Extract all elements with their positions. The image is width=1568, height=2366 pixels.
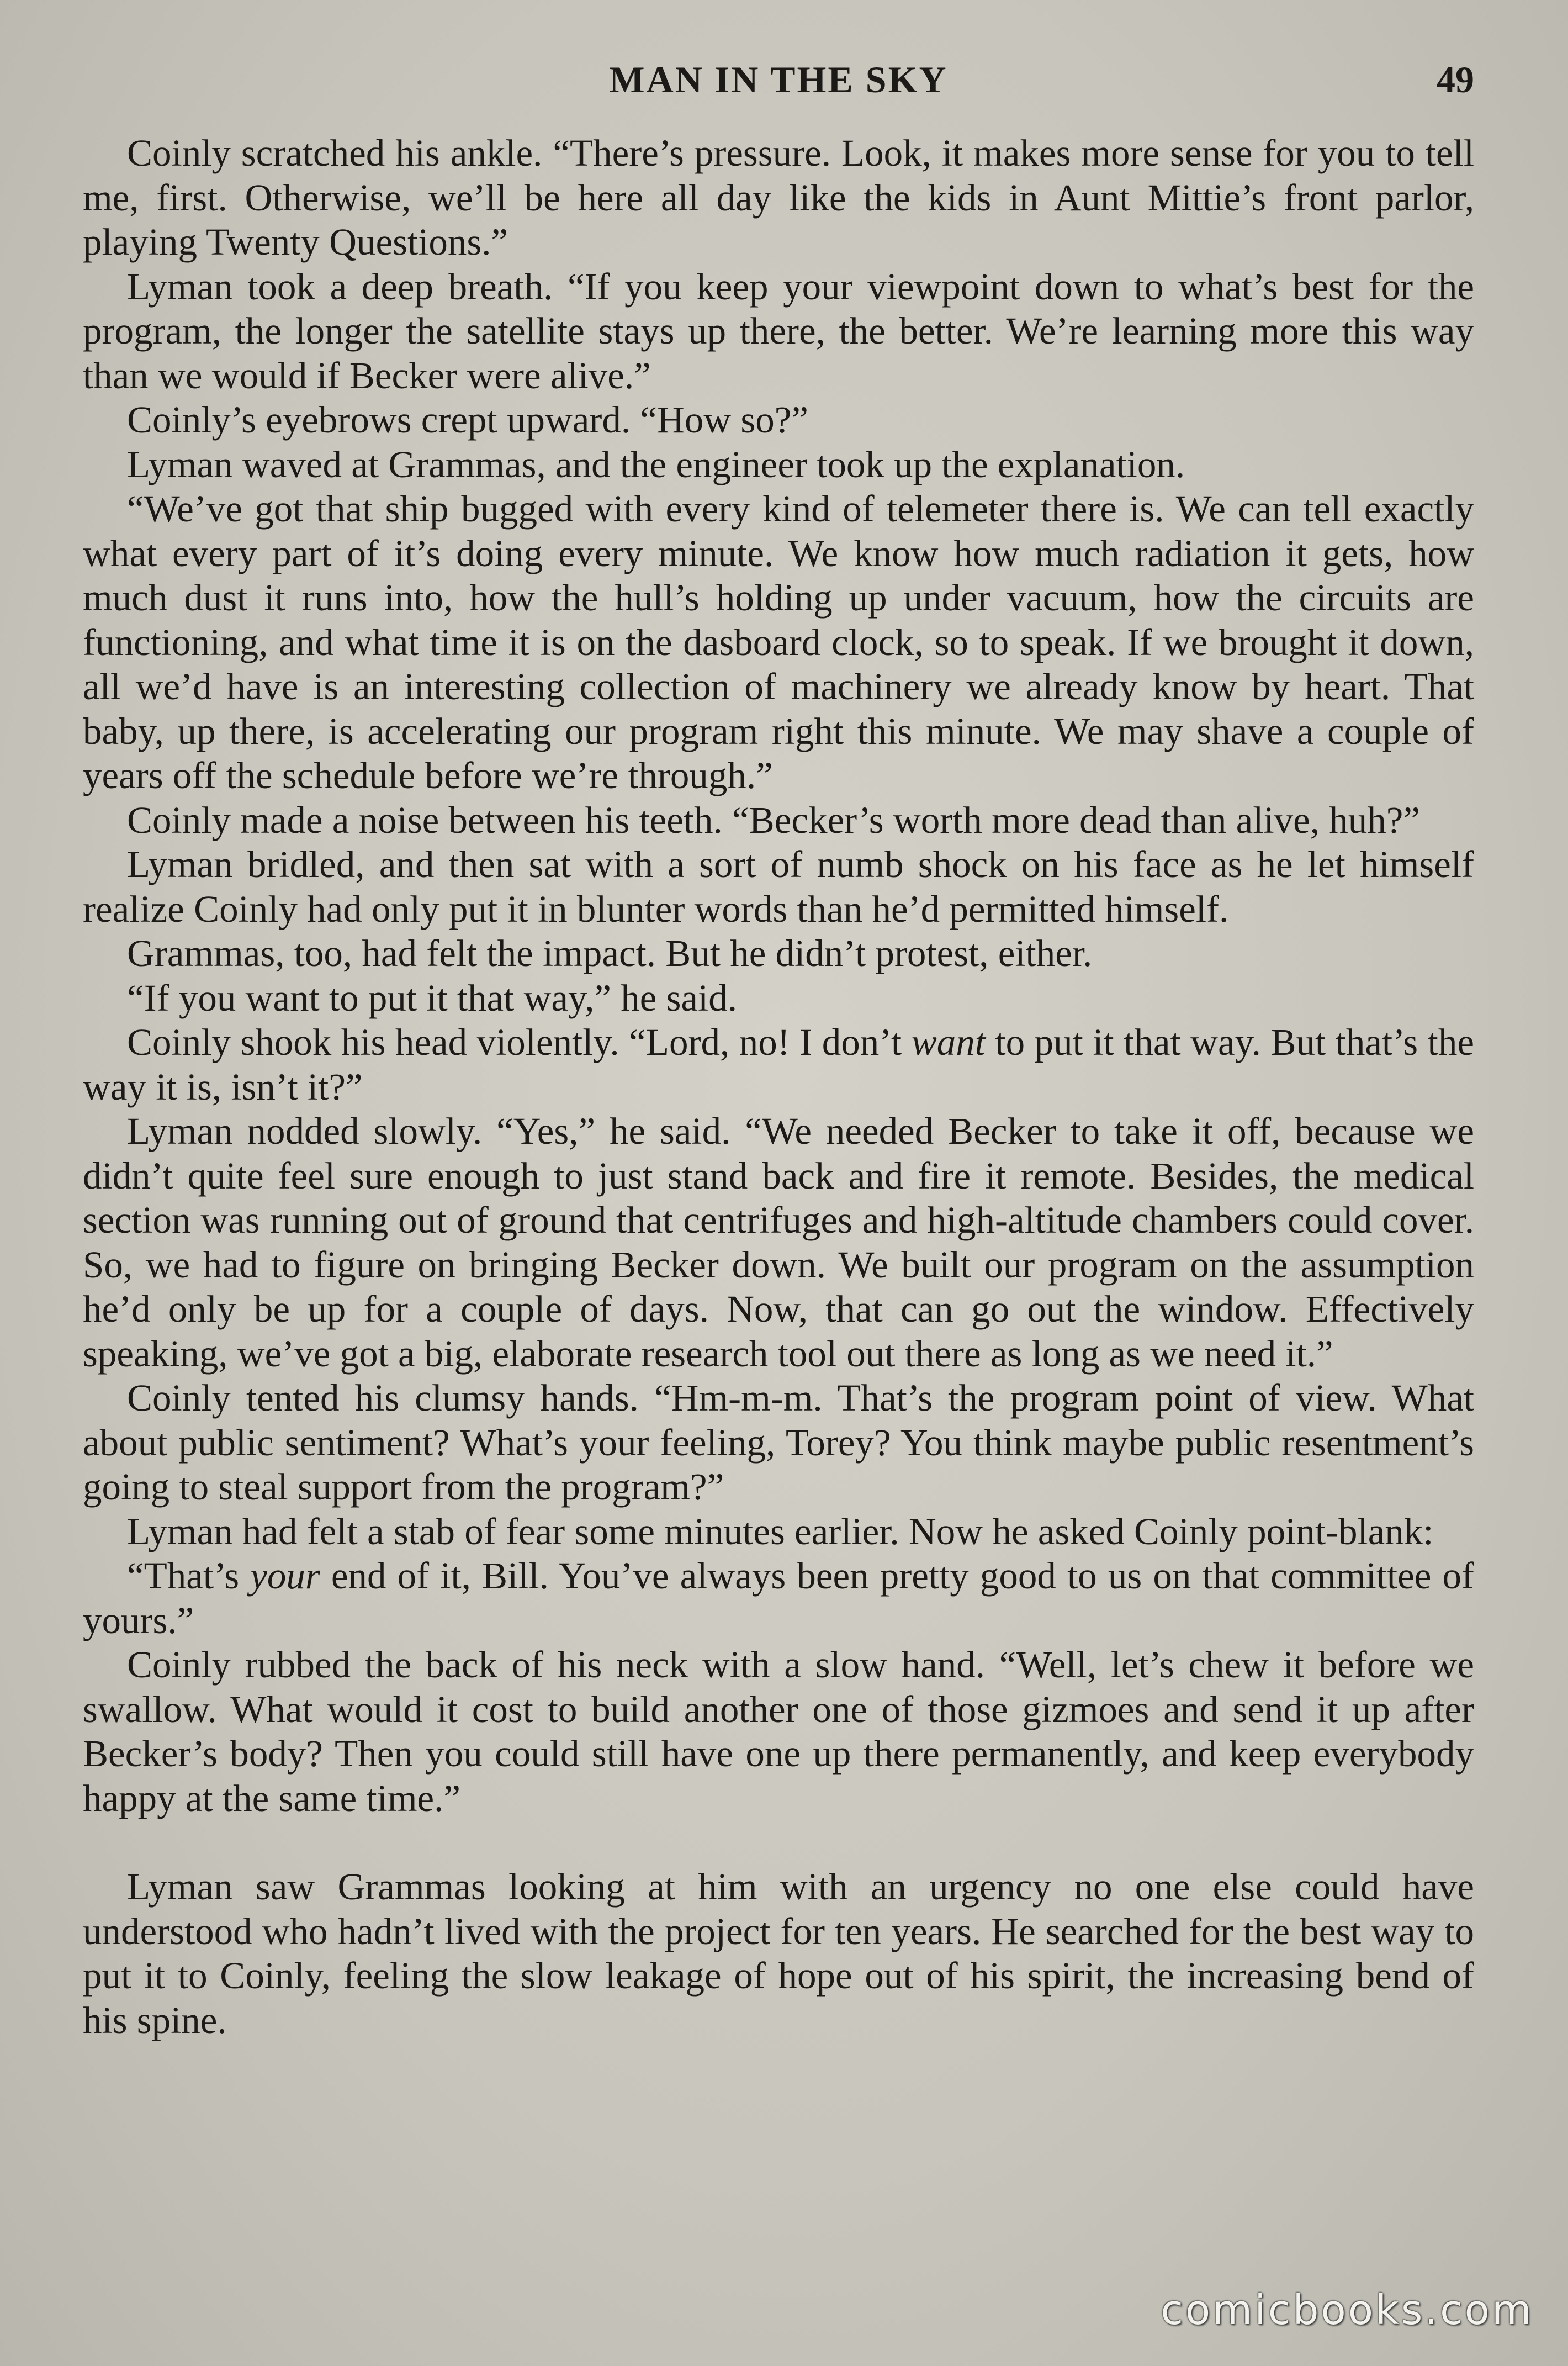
paragraph: Coinly made a noise between his teeth. “Becker’s worth more dead than alive, huh?” [127, 799, 1421, 841]
text-run: end of it, Bill. You’ve always been pretty good to us on that committee of yours.” [83, 1555, 1474, 1641]
paragraph: Coinly scratched his ankle. “There’s pressure. Look, it makes more sense for you to tell me, first. Otherwise, we’ll be here all day like the kids in Aunt Mittie’s front parlor, playing Twenty Questions.” [83, 132, 1474, 263]
text-run: to put it that way. But that’s the way it is, isn’t it?” [83, 1021, 1474, 1108]
body-text [83, 131, 1474, 2042]
paragraph: Lyman had felt a stab of fear some minutes earlier. Now he asked Coinly point-blank: [127, 1510, 1434, 1552]
paragraph: Lyman saw Grammas looking at him with an urgency no one else could have understood who hadn’t lived with the project for ten years. He searched for the best way to put it to Coinly, feeling the slow leakage of hope out of his spirit, the increasing bend of his spine. [83, 1866, 1474, 2041]
text-run: “That’s [127, 1555, 251, 1597]
emphasis: your [250, 1555, 320, 1597]
page-header [83, 58, 1474, 108]
paragraph [83, 1554, 1474, 1643]
paragraph: Coinly’s eyebrows crept upward. “How so?” [127, 399, 809, 441]
running-title: MAN IN THE SKY [609, 59, 948, 101]
emphasis: want [911, 1021, 986, 1063]
paragraph: Coinly tented his clumsy hands. “Hm-m-m. That’s the program point of view. What about public sentiment? What’s your feeling, Torey? You think maybe public resentment’s going to steal support from the program?” [83, 1377, 1474, 1508]
watermark-logo: comicbooks.com [1161, 2286, 1534, 2334]
paragraph: Grammas, too, had felt the impact. But he didn’t protest, either. [127, 932, 1093, 974]
paragraph: Coinly rubbed the back of his neck with a slow hand. “Well, let’s chew it before we swallow. What would it cost to build another one of those gizmoes and send it up after Becker’s body? Then you could still have one up there permanently, and keep everybody happy at the same time.” [83, 1644, 1474, 1819]
paragraph: Lyman took a deep breath. “If you keep your viewpoint down to what’s best for the program, the longer the satellite stays up there, the better. We’re learning more this way than we would if Becker were alive.” [83, 265, 1474, 397]
paragraph: Lyman bridled, and then sat with a sort of numb shock on his face as he let himself realize Coinly had only put it in blunter words than he’d permitted himself. [83, 843, 1474, 930]
text-run: Coinly shook his head violently. “Lord, no! I don’t [127, 1021, 912, 1063]
page-number: 49 [1437, 59, 1474, 101]
paragraph: “We’ve got that ship bugged with every kind of telemeter there is. We can tell exactly what every part of it’s doing every minute. We know how much radiation it gets, how much dust it runs into, how the hull’s holding up under vacuum, how the circuits are functioning, and what time it is on the dasboard clock, so to speak. If we brought it down, all we’d have is an interesting collection of machinery we already know by heart. That baby, up there, is accelerating our program right this minute. We may shave a couple of years off the schedule before we’re through.” [83, 488, 1474, 796]
paragraph: Lyman nodded slowly. “Yes,” he said. “We needed Becker to take it off, because we didn’t quite feel sure enough to just stand back and fire it remote. Besides, the medical section was running out of ground that centrifuges and high-altitude chambers could cover. So, we had to figure on bringing Becker down. We built our program on the assumption he’d only be up for a couple of days. Now, that can go out the window. Effectively speaking, we’ve got a big, elaborate research tool out there as long as we need it.” [83, 1110, 1474, 1375]
paragraph: Lyman waved at Grammas, and the engineer took up the explanation. [127, 443, 1185, 485]
paragraph [83, 1020, 1474, 1109]
paragraph: “If you want to put it that way,” he said. [127, 976, 737, 1019]
